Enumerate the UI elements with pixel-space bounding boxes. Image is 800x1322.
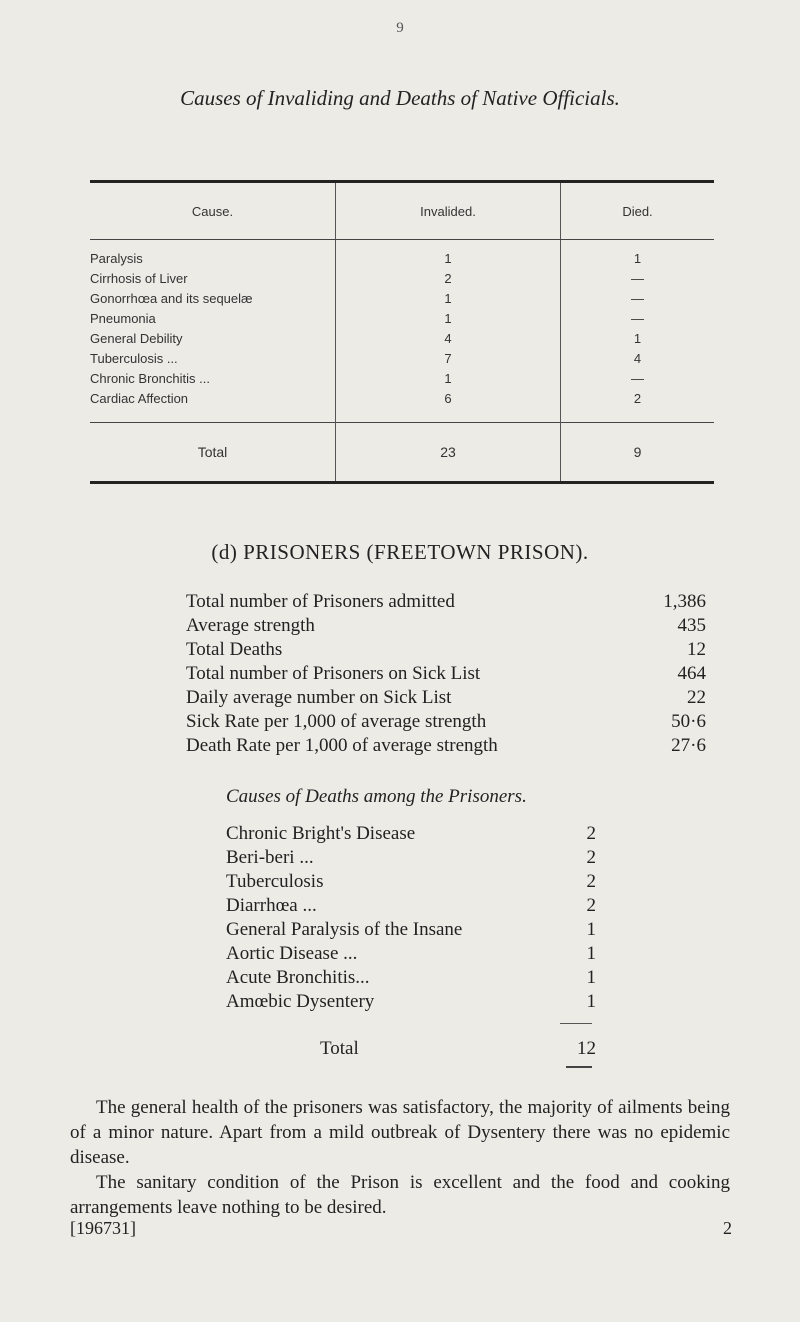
- list-item: [226, 942, 596, 966]
- stat-value: 464: [677, 663, 706, 684]
- cause-cell: Tuberculosis ...: [90, 350, 178, 366]
- died-cell: 2: [561, 388, 715, 408]
- table-total-row: [90, 423, 714, 483]
- stat-value: 50·6: [671, 711, 706, 732]
- header-died: Died.: [561, 182, 715, 240]
- stat-label: Death Rate per 1,000 of average strength: [186, 735, 498, 756]
- cause-value: 1: [586, 919, 596, 940]
- invalided-cell: 1: [336, 308, 561, 328]
- prisoner-stats-list: [186, 590, 706, 758]
- stat-label: Total number of Prisoners on Sick List: [186, 663, 481, 684]
- signature-mark: 2: [723, 1218, 732, 1238]
- cause-value: 1: [586, 967, 596, 988]
- invalided-cell: 6: [336, 388, 561, 408]
- list-item: [226, 870, 596, 894]
- stat-label: Sick Rate per 1,000 of average strength: [186, 711, 487, 732]
- list-item: [226, 822, 596, 846]
- header-cause: Cause.: [90, 182, 336, 240]
- invalided-cell: 1: [336, 248, 561, 268]
- stat-value: 27·6: [671, 735, 706, 756]
- invalided-cell: 7: [336, 348, 561, 368]
- header-invalided: Invalided.: [336, 182, 561, 240]
- cause-value: 2: [586, 847, 596, 868]
- cause-cell: Chronic Bronchitis ...: [90, 370, 210, 386]
- list-item: [186, 638, 706, 662]
- causes-total-label: Total: [320, 1038, 359, 1059]
- invalided-cell: 1: [336, 288, 561, 308]
- table-header-row: [90, 182, 714, 240]
- table-row: [90, 288, 714, 308]
- section-title-causes-prisoners: Causes of Deaths among the Prisoners.: [226, 786, 527, 807]
- list-item: [186, 662, 706, 686]
- invalided-cell: 2: [336, 268, 561, 288]
- paragraph-general-health: The general health of the prisoners was satisfactory, the majority of ailments being of a minor nature. Apart from a mild outbreak of Dysentery there was no epidemic disease.: [70, 1097, 730, 1168]
- cause-value: 2: [586, 895, 596, 916]
- list-item: [226, 846, 596, 870]
- stat-value: 12: [687, 639, 706, 660]
- cause-label: Acute Bronchitis...: [226, 967, 370, 988]
- stat-label: Daily average number on Sick List: [186, 687, 452, 708]
- invalided-cell: 4: [336, 328, 561, 348]
- died-cell: —: [561, 288, 715, 308]
- cause-cell: Gonorrhœa and its sequelæ: [90, 290, 253, 306]
- causes-total-value: 12: [577, 1038, 596, 1059]
- table-row: [90, 268, 714, 288]
- total-died: 9: [561, 423, 715, 483]
- died-cell: —: [561, 308, 715, 328]
- invalided-cell: 1: [336, 368, 561, 388]
- list-item: [186, 734, 706, 758]
- page-footer: [70, 1218, 732, 1239]
- invaliding-table: [90, 180, 714, 484]
- cause-label: General Paralysis of the Insane: [226, 919, 463, 940]
- cause-label: Aortic Disease ...: [226, 943, 358, 964]
- died-cell: —: [561, 368, 715, 388]
- stat-label: Average strength: [186, 615, 315, 636]
- section-title-prisoners: (d) PRISONERS (FREETOWN PRISON).: [211, 540, 589, 564]
- list-item: [226, 990, 596, 1014]
- stat-value: 1,386: [663, 591, 706, 612]
- table-row: [90, 248, 714, 268]
- cause-cell: Pneumonia: [90, 310, 156, 326]
- died-cell: 4: [561, 348, 715, 368]
- table-row: [90, 348, 714, 368]
- table-row: [90, 368, 714, 388]
- divider: [560, 1023, 592, 1024]
- stat-label: Total number of Prisoners admitted: [186, 591, 455, 612]
- died-cell: —: [561, 268, 715, 288]
- list-item: [226, 918, 596, 942]
- cause-cell: General Debility: [90, 330, 183, 346]
- paragraph-sanitary: The sanitary condition of the Prison is excellent and the food and cooking arrangements leave nothing to be desired.: [70, 1172, 730, 1218]
- died-cell: 1: [561, 328, 715, 348]
- list-item: [226, 966, 596, 990]
- cause-label: Diarrhœa ...: [226, 895, 317, 916]
- cause-cell: Paralysis: [90, 250, 143, 266]
- cause-label: Amœbic Dysentery: [226, 991, 375, 1012]
- divider: [566, 1066, 592, 1068]
- cause-value: 1: [586, 943, 596, 964]
- list-item: [226, 894, 596, 918]
- prisoner-causes-list: [226, 822, 596, 1014]
- table-row: [90, 388, 714, 408]
- cause-label: Tuberculosis: [226, 871, 324, 892]
- list-item: [186, 614, 706, 638]
- section-title-invaliding: Causes of Invaliding and Deaths of Native Officials.: [180, 86, 620, 110]
- list-item: [186, 686, 706, 710]
- cause-label: Chronic Bright's Disease: [226, 823, 416, 844]
- stat-label: Total Deaths: [186, 639, 283, 660]
- cause-label: Beri-beri ...: [226, 847, 314, 868]
- stat-value: 22: [687, 687, 706, 708]
- total-invalided: 23: [336, 423, 561, 483]
- causes-total-row: [320, 1038, 596, 1060]
- table-row: [90, 308, 714, 328]
- list-item: [186, 590, 706, 614]
- cause-value: 2: [586, 871, 596, 892]
- print-code: [196731]: [70, 1218, 136, 1238]
- cause-value: 1: [586, 991, 596, 1012]
- total-label: Total: [90, 423, 336, 483]
- list-item: [186, 710, 706, 734]
- cause-cell: Cirrhosis of Liver: [90, 270, 188, 286]
- table-row: [90, 328, 714, 348]
- died-cell: 1: [561, 248, 715, 268]
- stat-value: 435: [677, 615, 706, 636]
- cause-cell: Cardiac Affection: [90, 390, 189, 406]
- page-number: 9: [396, 20, 404, 36]
- cause-value: 2: [586, 823, 596, 844]
